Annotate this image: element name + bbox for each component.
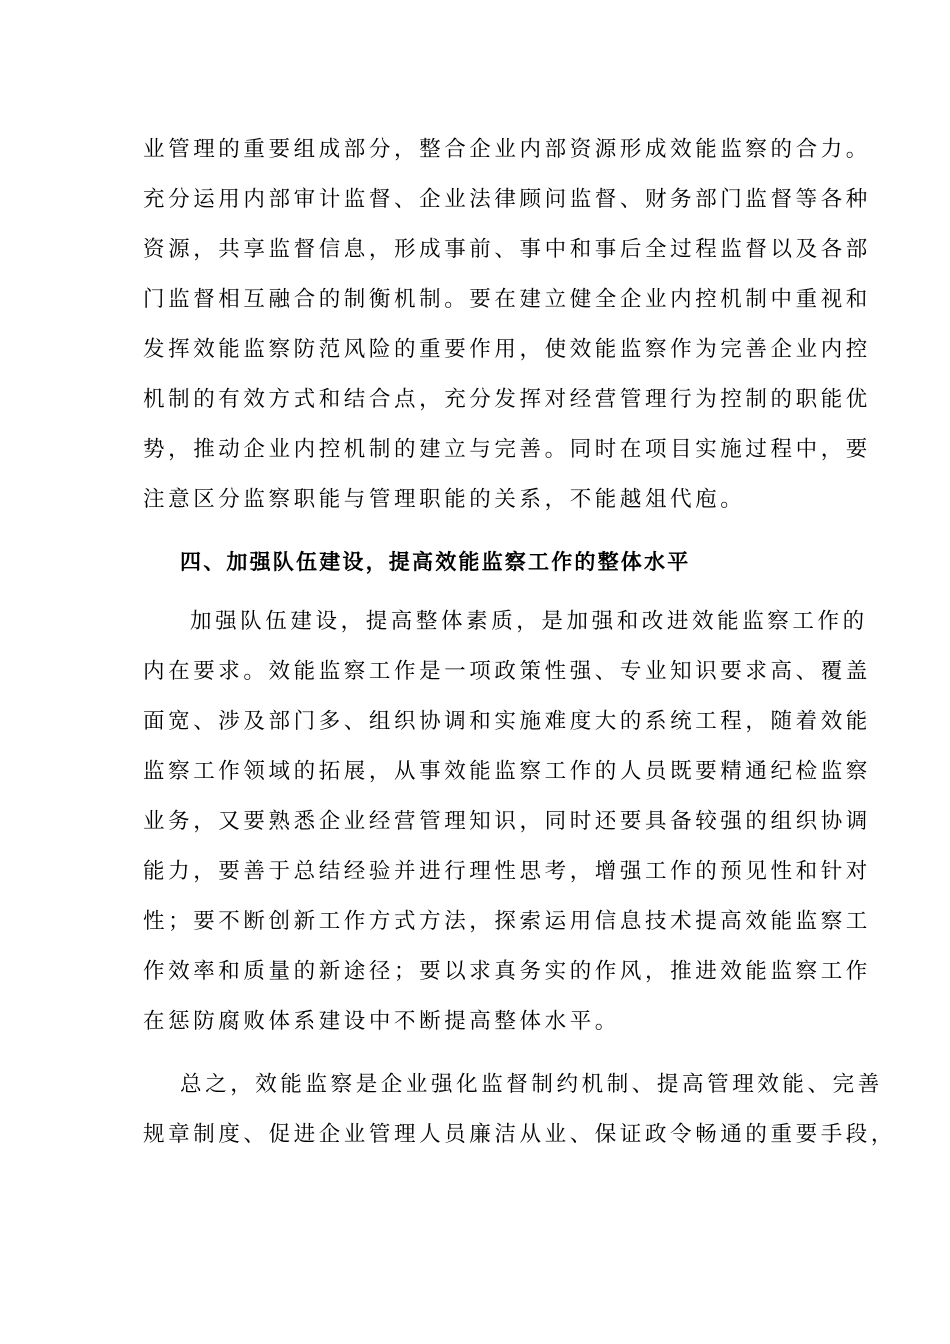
- text-line: 能力，要善于总结经验并进行理性思考，增强工作的预见性和针对: [143, 859, 871, 884]
- text-line: 加强队伍建设，提高整体素质，是加强和改进效能监察工作的: [190, 609, 868, 634]
- text-line: 机制的有效方式和结合点，充分发挥对经营管理行为控制的职能优: [143, 387, 871, 412]
- text-line: 在惩防腐败体系建设中不断提高整体水平。: [143, 1009, 620, 1034]
- text-line: 性；要不断创新工作方式方法，探索运用信息技术提高效能监察工: [143, 909, 871, 934]
- text-line: 充分运用内部审计监督、企业法律顾问监督、财务部门监督等各种: [143, 187, 871, 212]
- text-line: 规章制度、促进企业管理人员廉洁从业、保证政令畅通的重要手段，: [143, 1122, 897, 1147]
- text-line: 业务，又要熟悉企业经营管理知识，同时还要具备较强的组织协调: [143, 809, 871, 834]
- text-line: 监察工作领域的拓展，从事效能监察工作的人员既要精通纪检监察: [143, 759, 871, 784]
- text-line: 面宽、涉及部门多、组织协调和实施难度大的系统工程，随着效能: [143, 709, 871, 734]
- text-line: 总之，效能监察是企业强化监督制约机制、提高管理效能、完善: [180, 1072, 883, 1097]
- text-line: 势，推动企业内控机制的建立与完善。同时在项目实施过程中，要: [143, 437, 871, 462]
- text-line: 注意区分监察职能与管理职能的关系，不能越俎代庖。: [143, 487, 746, 512]
- text-line: 内在要求。效能监察工作是一项政策性强、专业知识要求高、覆盖: [143, 659, 871, 684]
- text-line: 业管理的重要组成部分，整合企业内部资源形成效能监察的合力。: [143, 137, 871, 162]
- text-line: 资源，共享监督信息，形成事前、事中和事后全过程监督以及各部: [143, 237, 871, 262]
- text-line: 发挥效能监察防范风险的重要作用，使效能监察作为完善企业内控: [143, 337, 871, 362]
- text-line: 作效率和质量的新途径；要以求真务实的作风，推进效能监察工作: [143, 959, 871, 984]
- text-line: 门监督相互融合的制衡机制。要在建立健全企业内控机制中重视和: [143, 287, 871, 312]
- section-heading: 四、加强队伍建设，提高效能监察工作的整体水平: [180, 549, 691, 574]
